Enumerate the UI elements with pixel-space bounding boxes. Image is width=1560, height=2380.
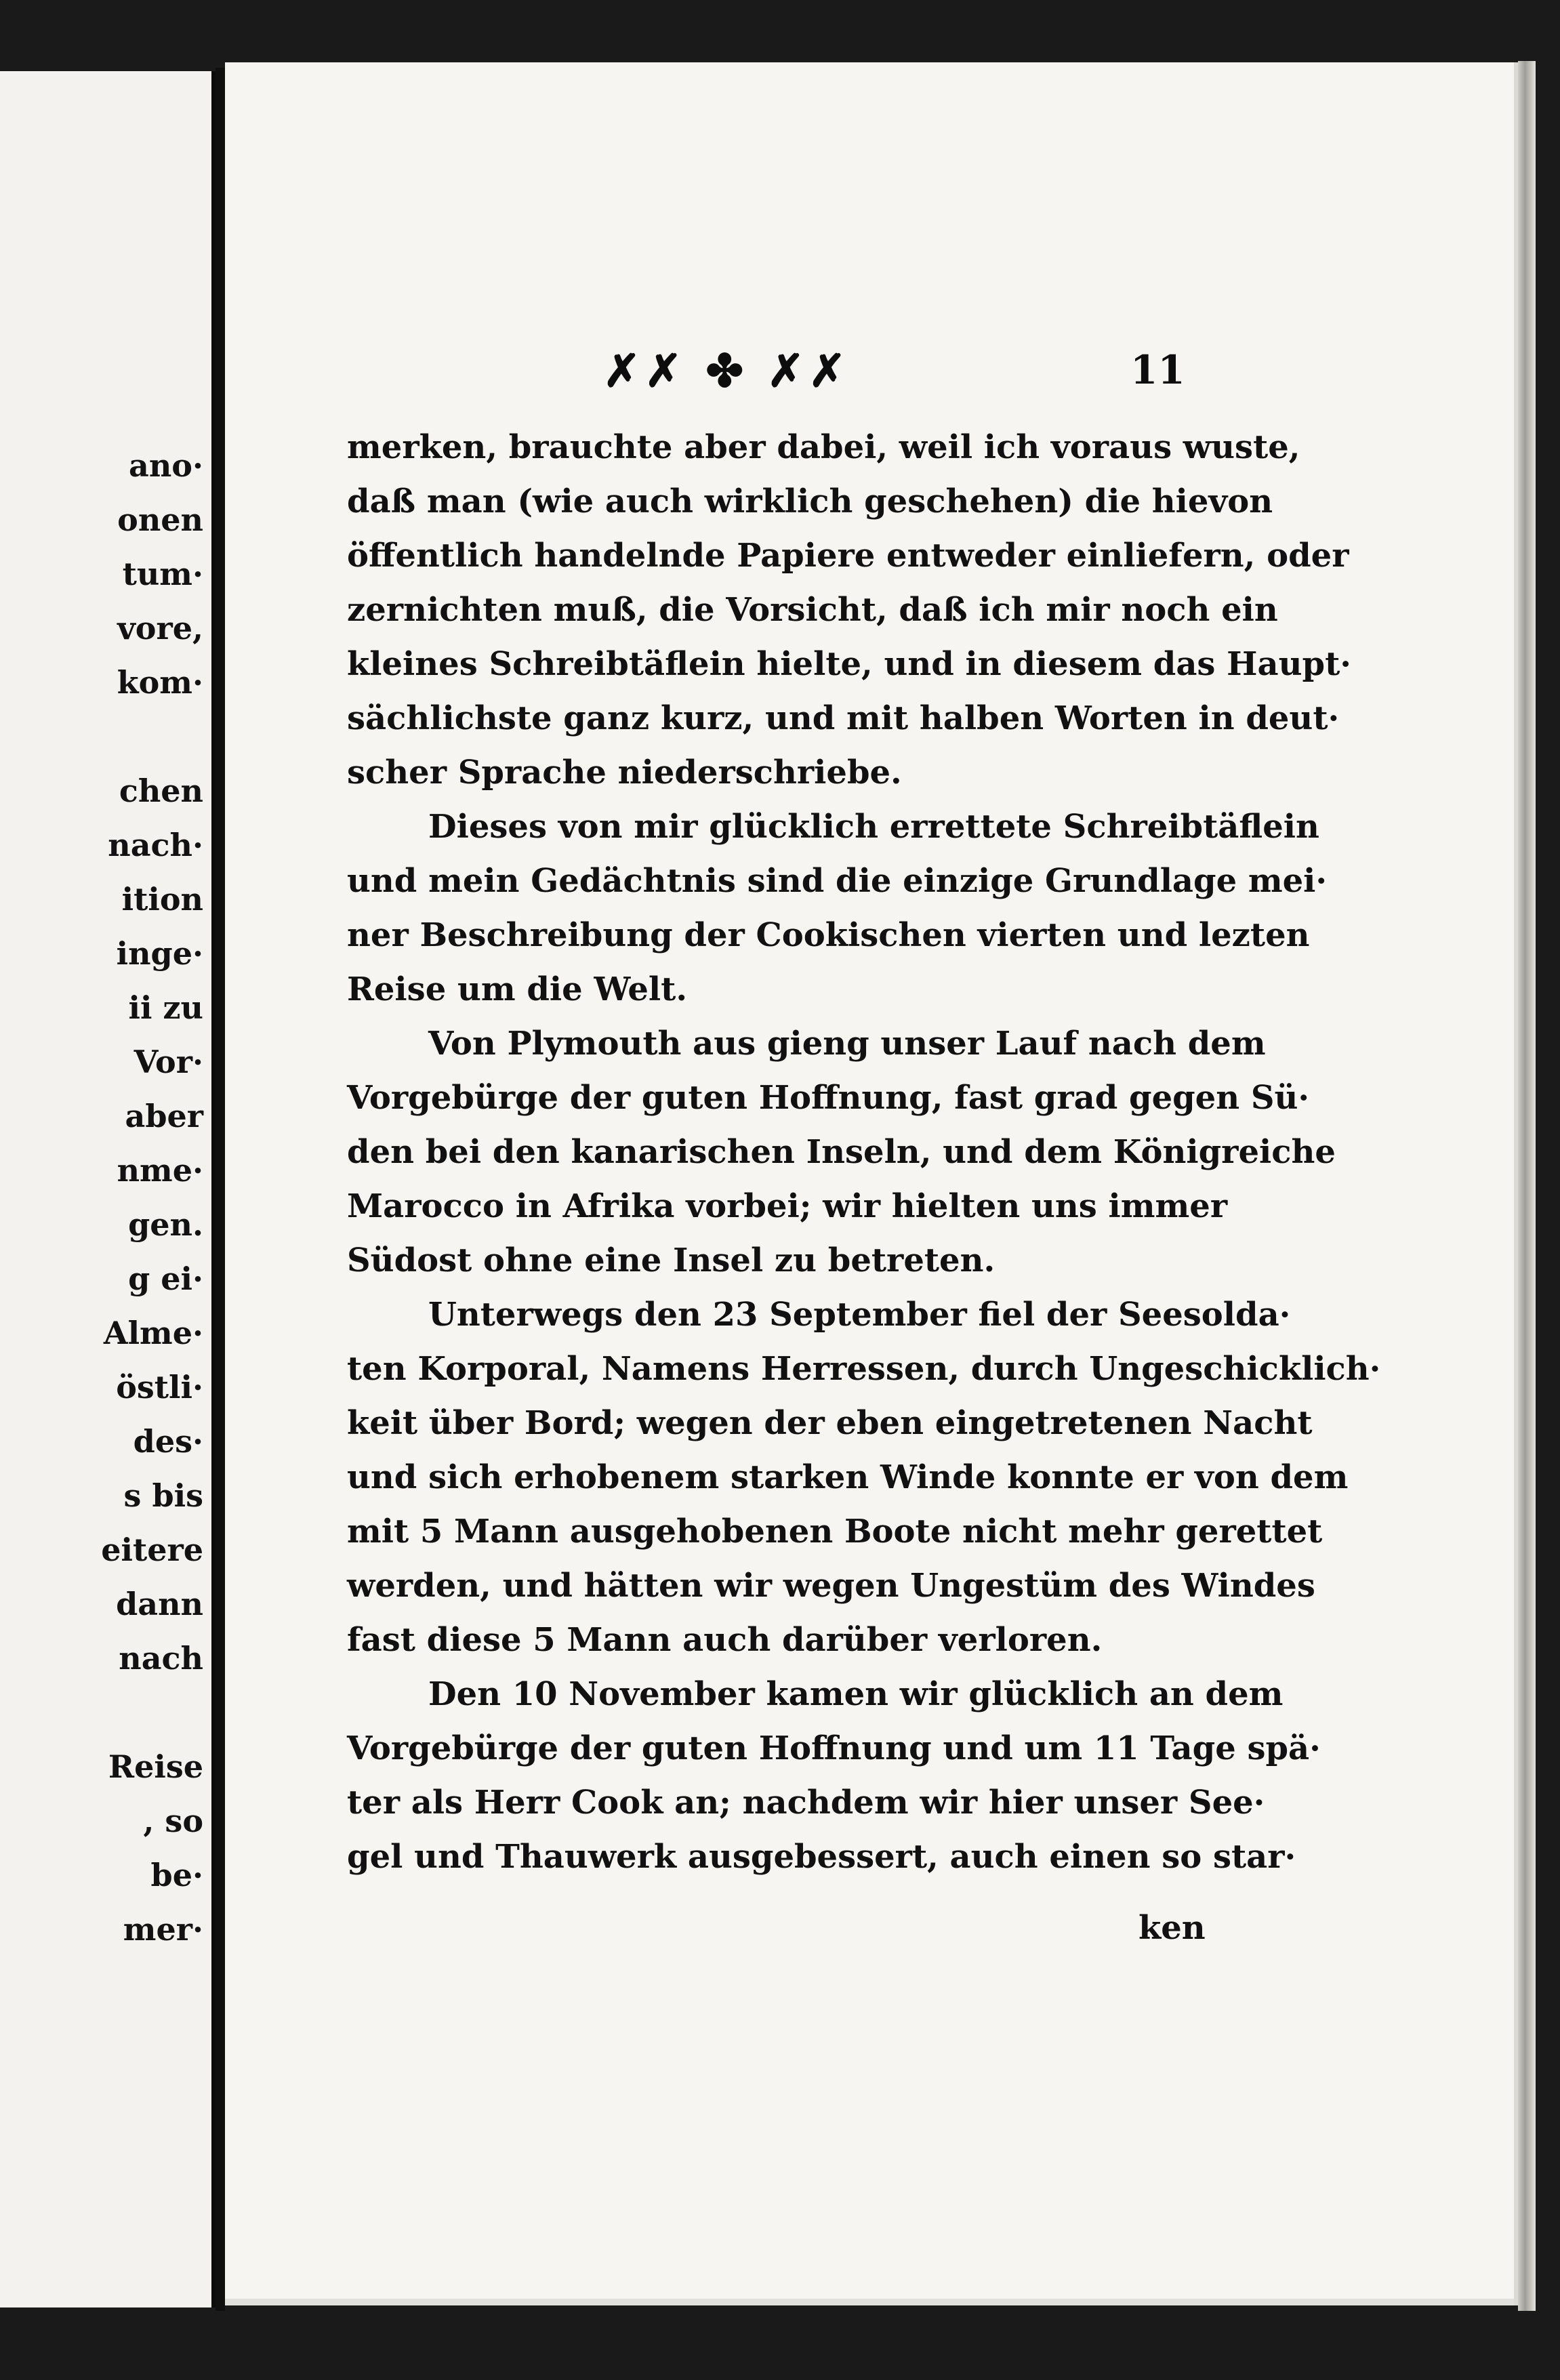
book-gutter [215, 68, 225, 2311]
facing-line: tum· [122, 556, 203, 592]
text-line: mit 5 Mann ausgehobenen Boote nicht mehr gerettet [347, 1513, 1323, 1551]
text-line: werden, und hätten wir wegen Ungestüm des Windes [347, 1567, 1315, 1605]
facing-line: be· [150, 1857, 203, 1893]
text-line: ter als Herr Cook an; nachdem wir hier unser See· [347, 1784, 1265, 1822]
text-line: Dieses von mir glücklich errettete Schreibtäflein [428, 808, 1319, 846]
facing-line: ano· [129, 447, 203, 484]
text-line: und sich erhobenem starken Winde konnte er von dem [347, 1458, 1349, 1496]
text-line: gel und Thauwerk ausgebessert, auch einen so star· [347, 1838, 1296, 1876]
text-line: zernichten muß, die Vorsicht, daß ich mir noch ein [347, 591, 1278, 629]
text-line: Unterwegs den 23 September fiel der Seesolda· [428, 1296, 1291, 1334]
page-number: 11 [1130, 347, 1185, 393]
facing-line: g ei· [128, 1260, 203, 1297]
facing-line: nach [119, 1640, 203, 1677]
facing-line: dann [116, 1586, 203, 1622]
text-line: ten Korporal, Namens Herressen, durch Ungeschicklich· [347, 1350, 1381, 1388]
facing-line: eitere [101, 1532, 203, 1568]
facing-line: aber [125, 1098, 203, 1134]
text-line: sächlichste ganz kurz, und mit halben Worten in deut· [347, 699, 1340, 737]
text-line: den bei den kanarischen Inseln, und dem Königreiche [347, 1133, 1336, 1171]
text-line: kleines Schreibtäflein hielte, und in diesem das Haupt· [347, 645, 1351, 683]
text-line: Von Plymouth aus gieng unser Lauf nach dem [428, 1025, 1266, 1063]
facing-line: vore, [117, 610, 203, 647]
facing-page [0, 71, 215, 2307]
facing-line: inge· [116, 935, 203, 972]
facing-line: chen [119, 773, 203, 809]
facing-line: gen. [128, 1206, 203, 1243]
text-line: scher Sprache niederschriebe. [347, 754, 902, 792]
text-line: öffentlich handelnde Papiere entweder einliefern, oder [347, 537, 1349, 575]
text-line: Den 10 November kamen wir glücklich an dem [428, 1675, 1284, 1713]
facing-line: Vor· [134, 1044, 203, 1080]
facing-line: Reise [108, 1748, 203, 1785]
facing-line: ii zu [128, 989, 203, 1026]
header-ornament: ✗✗ ✤ ✗✗ [603, 344, 850, 397]
facing-line: nme· [117, 1152, 203, 1189]
facing-line: nach· [108, 827, 203, 863]
text-line: keit über Bord; wegen der eben eingetretenen Nacht [347, 1404, 1313, 1442]
text-line: Vorgebürge der guten Hoffnung, fast grad gegen Sü· [347, 1079, 1310, 1117]
text-line: daß man (wie auch wirklich geschehen) die hievon [347, 483, 1273, 520]
text-line: fast diese 5 Mann auch darüber verloren. [347, 1621, 1103, 1659]
catchword: ken [1138, 1909, 1206, 1947]
facing-line: , so [143, 1803, 203, 1839]
text-line: Vorgebürge der guten Hoffnung und um 11 Tage spä· [347, 1729, 1321, 1767]
text-line: Südost ohne eine Insel zu betreten. [347, 1242, 995, 1279]
text-line: ner Beschreibung der Cookischen vierten und lezten [347, 916, 1310, 954]
facing-line: mer· [123, 1911, 203, 1948]
page-edge [1518, 61, 1536, 2311]
facing-line: ition [121, 881, 203, 918]
facing-line: kom· [117, 664, 203, 701]
facing-line: onen [117, 501, 203, 538]
facing-line: s bis [123, 1477, 203, 1514]
facing-line: östli· [116, 1369, 203, 1406]
text-line: merken, brauchte aber dabei, weil ich voraus wuste, [347, 428, 1300, 466]
text-line: Reise um die Welt. [347, 970, 688, 1008]
text-line: und mein Gedächtnis sind die einzige Grundlage mei· [347, 862, 1328, 900]
facing-line: des· [133, 1423, 203, 1460]
text-line: Marocco in Afrika vorbei; wir hielten uns immer [347, 1187, 1228, 1225]
page [225, 62, 1526, 2305]
facing-line: Alme· [103, 1315, 203, 1351]
